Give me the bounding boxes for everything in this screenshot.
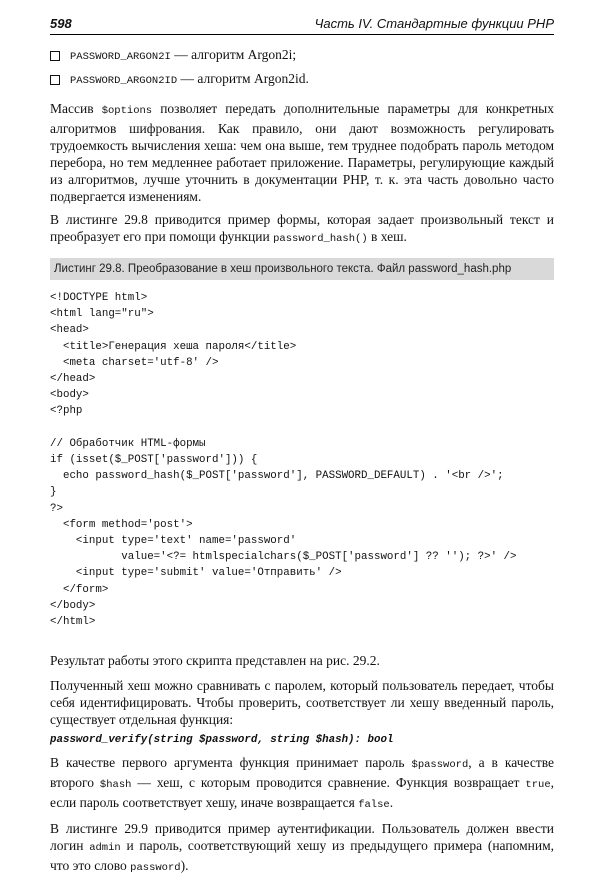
page-header [50, 14, 554, 35]
bullet-item [50, 68, 554, 92]
text: , если пароль соответствует хешу, иначе возвращается [50, 775, 555, 811]
paragraph-auth-intro [50, 820, 554, 877]
checkbox-bullet-icon [50, 75, 60, 85]
inline-code: $hash [99, 779, 132, 792]
page-number: 598 [50, 16, 72, 31]
text: — хеш, с которым проводится сравнение. Функция возвращает [131, 775, 526, 791]
inline-code: admin [89, 842, 121, 855]
inline-code: false [358, 799, 390, 812]
inline-code: $options [101, 105, 153, 117]
text: в хеш. [367, 229, 407, 244]
text: В листинге 29.9 приводится пример аутентификации. Пользователь должен ввести логин [50, 821, 554, 854]
paragraph-verify-intro: Полученный хеш можно сравнивать с паролем, который пользователь передает, чтобы себя идентифицировать. Чтобы проверить, соответствует ли хешу введенный пароль, существует отдельная функция: [50, 678, 554, 728]
text: , а в качестве второго [50, 755, 554, 791]
bullet-text: — алгоритм Argon2i; [170, 47, 297, 62]
inline-code: $password [411, 759, 469, 772]
text: позволяет передать дополнительные параметры для конкретных алгоритмов шифрования. Как правило, они дают возможность регулировать трудоемкость вычисления хеша: чем она выше, тем труднее подобрать пароль методом перебора, но тем медленнее работает приложение. Параметры, регулирующие каждый из алгоритмов, лучше уточнить в документации PHP, т. к. эта часть довольно часто подвергается изменениям. [50, 101, 554, 204]
paragraph-options [50, 100, 554, 205]
code-listing: <!DOCTYPE html> <html lang="ru"> <head> <title>Генерация хеша пароля</title> <meta charset='utf-8' /> </head> <body> <?php // Обработчик HTML-формы if (isset($_POST['password'])) { echo password_hash($_POST['password'], PASSWORD_DEFAULT) . '<br />'; } ?> <form method='post'> <input type='text' name='password' value='<?= htmlspecialchars($_POST['password'] ?? ''); ?>' /> <input type='submit' value='Отправить' /> </form> </body> </html> [50, 292, 517, 629]
listing-title: Листинг 29.8. Преобразование в хеш произвольного текста. Файл password_hash.php [50, 258, 554, 280]
text: и пароль, соответствующий хешу из предыдущего примера (напомним, что это слово [50, 838, 554, 874]
paragraph-result: Результат работы этого скрипта представлен на рис. 29.2. [50, 653, 380, 669]
page-content [50, 44, 554, 877]
inline-code: PASSWORD_ARGON2I [70, 51, 171, 63]
text: В листинге 29.8 приводится пример формы, которая задает произвольный текст и преобразует его при помощи функции [50, 212, 554, 244]
bullet-text: — алгоритм Argon2id. [177, 71, 309, 86]
inline-code: password_hash() [273, 233, 368, 245]
text: . [389, 795, 394, 811]
text: ). [180, 858, 189, 874]
bullet-item [50, 44, 554, 68]
paragraph-listing-intro [50, 211, 554, 248]
inline-code: true [525, 779, 551, 792]
checkbox-bullet-icon [50, 51, 60, 61]
function-signature: password_verify(string $password, string $hash): bool [50, 734, 394, 747]
inline-code: password [130, 862, 181, 875]
running-head: Часть IV. Стандартные функции PHP [314, 16, 554, 31]
text: Массив [50, 101, 102, 116]
paragraph-arguments [50, 754, 554, 814]
inline-code: PASSWORD_ARGON2ID [70, 75, 178, 87]
text: В качестве первого аргумента функция принимает пароль [50, 755, 412, 771]
